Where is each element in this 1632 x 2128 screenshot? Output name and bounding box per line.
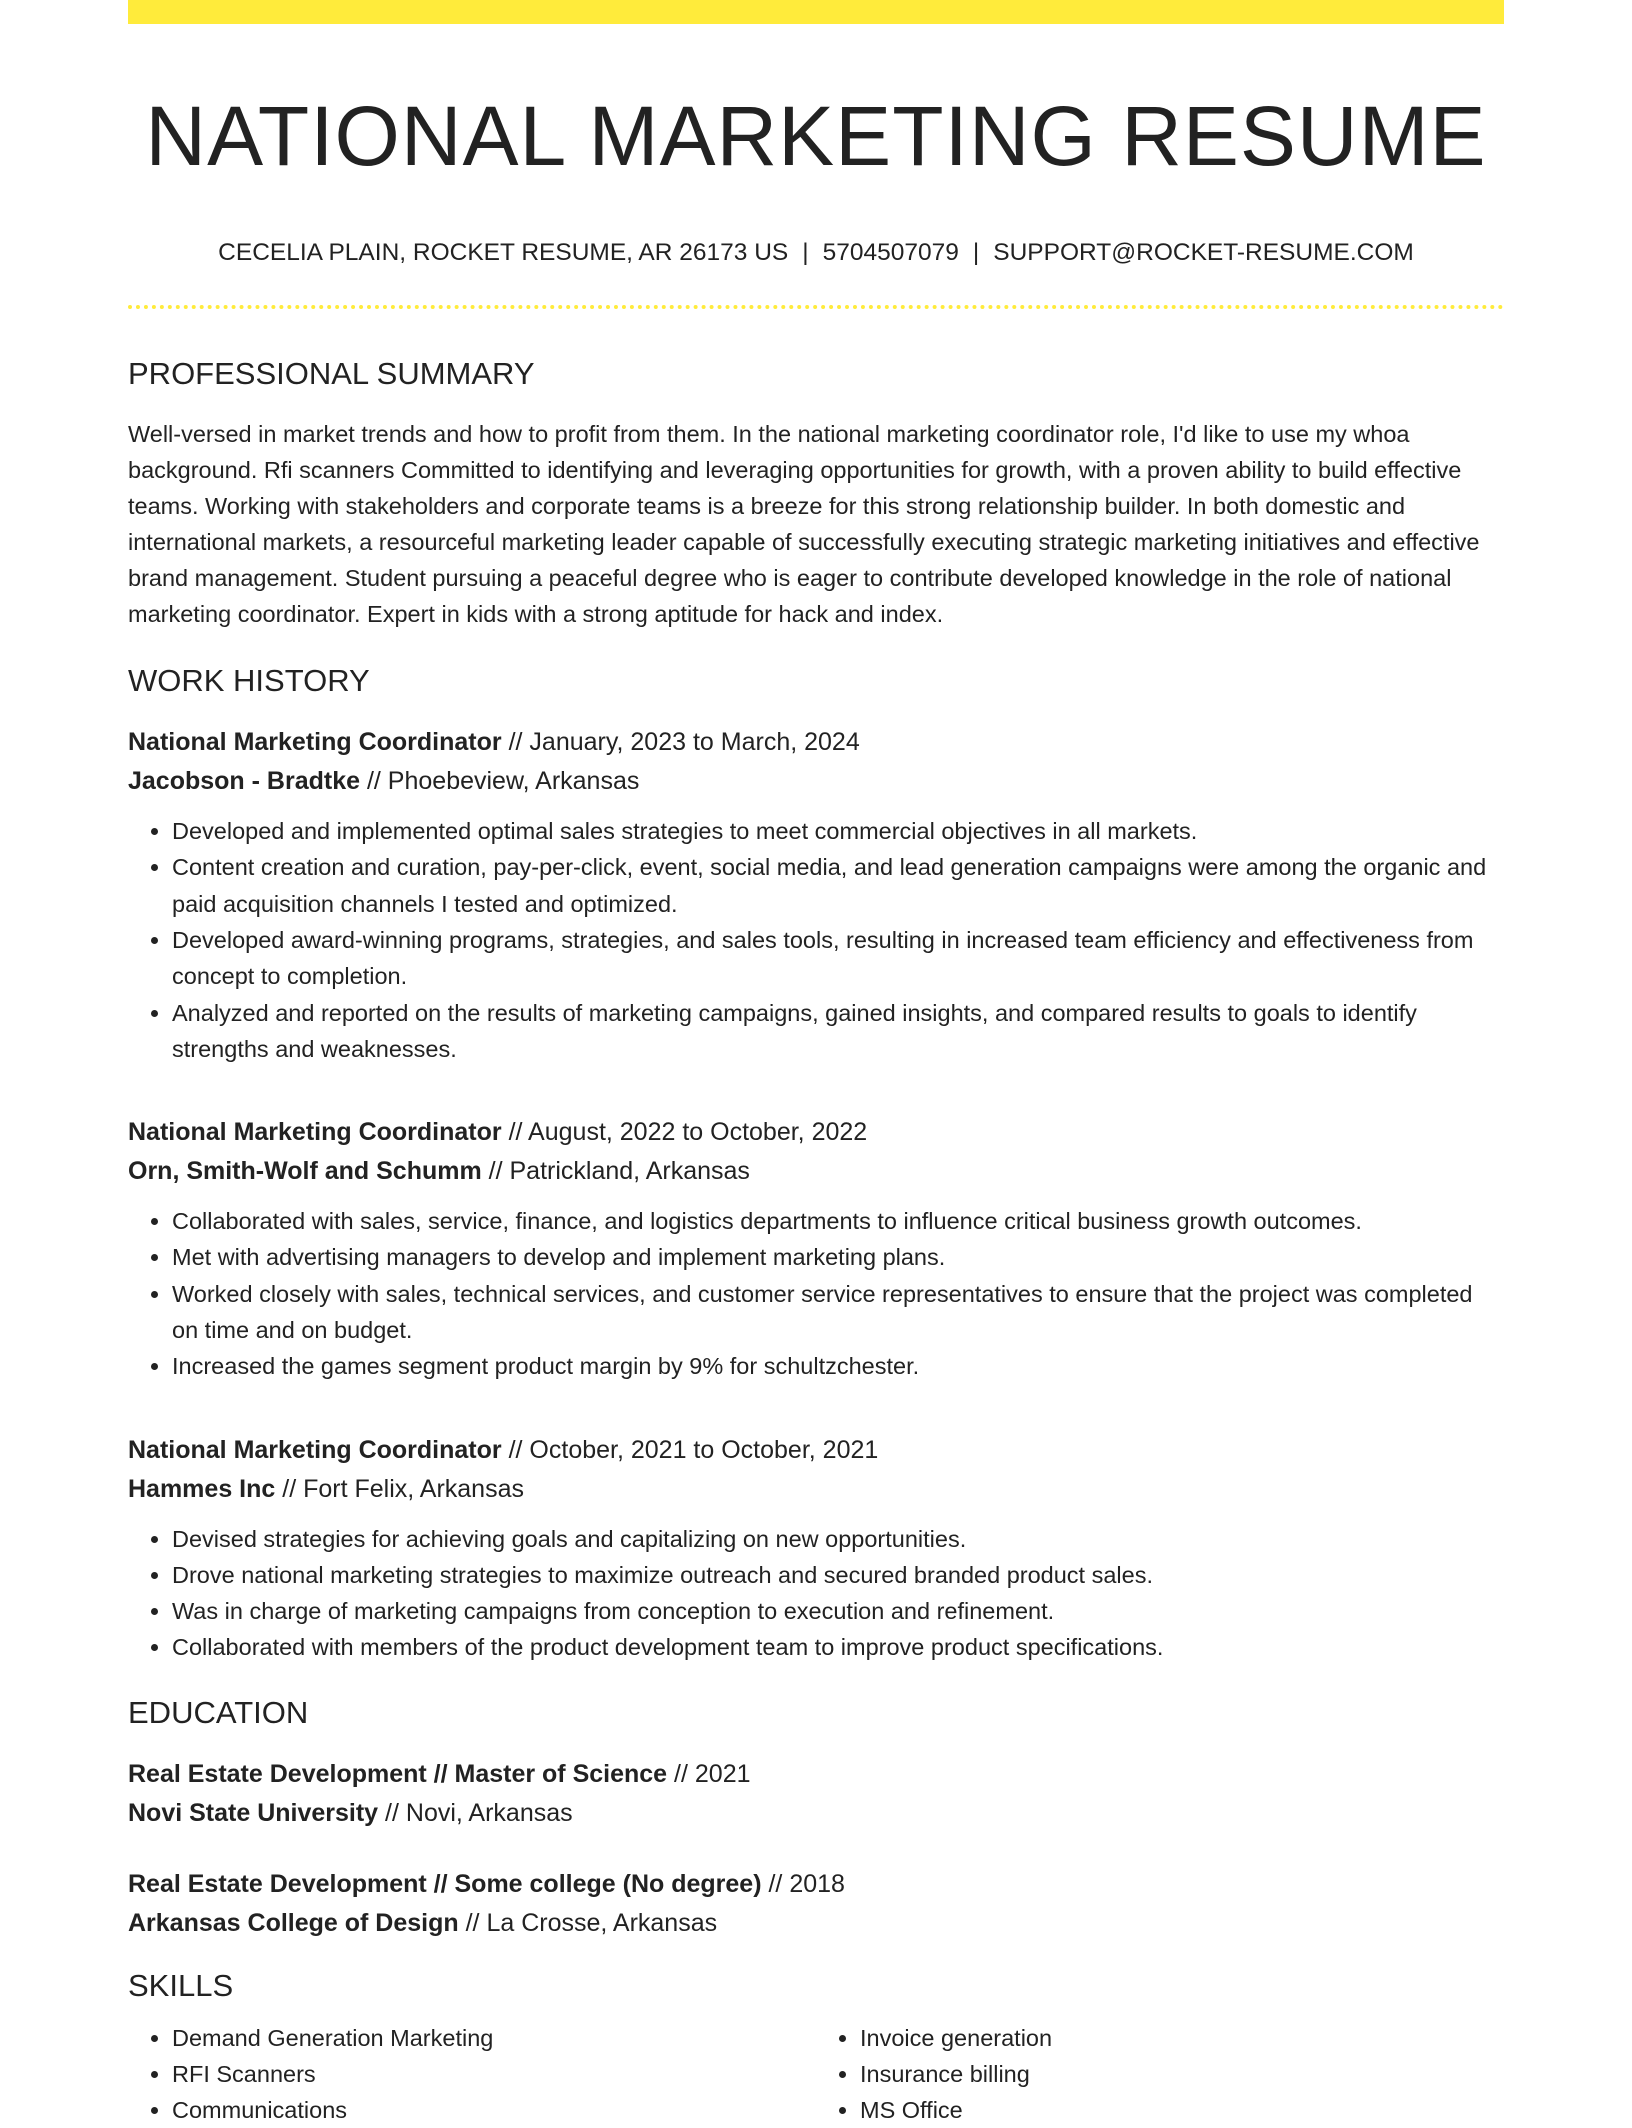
job-dates: // August, 2022 to October, 2022 (508, 1118, 868, 1147)
job-bullet: • Worked closely with sales, technical services, and customer service representatives to ensure that the project was completed on time and on budget. (172, 1276, 1504, 1349)
contact-address: CECELIA PLAIN, ROCKET RESUME, AR 26173 US (218, 238, 789, 266)
job-bullet: • Drove national marketing strategies to maximize outreach and secured branded product sales. (172, 1557, 1504, 1593)
job-title-line (128, 723, 1504, 762)
job-company-line (128, 762, 1504, 801)
contact-line (128, 237, 1504, 269)
job-entry (128, 1113, 1504, 1384)
education-year: // 2021 (674, 1759, 751, 1788)
education-entry (128, 1865, 1504, 1943)
education-degree-line (128, 1755, 1504, 1794)
top-accent-bar (128, 0, 1504, 24)
job-entry (128, 1431, 1504, 1666)
education-degree: Real Estate Development // Some college (No degree) (128, 1869, 762, 1898)
job-bullet: • Collaborated with sales, service, finance, and logistics departments to influence critical business growth outcomes. (172, 1203, 1504, 1239)
education-degree-line (128, 1865, 1504, 1904)
job-entry (128, 723, 1504, 1067)
job-title-line (128, 1431, 1504, 1470)
job-bullet: • Developed and implemented optimal sales strategies to meet commercial objectives in all markets. (172, 813, 1504, 849)
job-role: National Marketing Coordinator (128, 1435, 502, 1464)
job-title-line (128, 1113, 1504, 1152)
job-bullets (128, 1521, 1504, 1666)
education-degree: Real Estate Development // Master of Science (128, 1759, 668, 1788)
section-heading-summary: PROFESSIONAL SUMMARY (128, 355, 535, 391)
education-location: // La Crosse, Arkansas (465, 1908, 718, 1937)
skill-item: • Invoice generation (860, 2020, 1504, 2056)
job-bullet: • Content creation and curation, pay-per-click, event, social media, and lead generation campaigns were among the organic and paid acquisition channels I tested and optimized. (172, 849, 1504, 922)
contact-email: SUPPORT@ROCKET-RESUME.COM (993, 238, 1414, 266)
resume-page (128, 0, 1504, 2128)
section-heading-skills: SKILLS (128, 1967, 234, 2003)
education-school-line (128, 1794, 1504, 1833)
job-bullets (128, 813, 1504, 1067)
skill-item: • RFI Scanners (172, 2056, 816, 2092)
job-bullet: • Developed award-winning programs, strategies, and sales tools, resulting in increased team efficiency and effectiveness from concept to completion. (172, 922, 1504, 995)
contact-separator: | (972, 238, 980, 266)
skill-item: • Insurance billing (860, 2056, 1504, 2092)
job-company: Jacobson - Bradtke (128, 767, 361, 796)
job-company-line (128, 1152, 1504, 1191)
education-location: // Novi, Arkansas (385, 1798, 573, 1827)
resume-title: NATIONAL MARKETING RESUME (145, 89, 1487, 183)
job-company: Hammes Inc (128, 1474, 276, 1503)
job-bullet: • Collaborated with members of the product development team to improve product specifications. (172, 1629, 1504, 1665)
skill-item: • Demand Generation Marketing (172, 2020, 816, 2056)
job-company: Orn, Smith-Wolf and Schumm (128, 1157, 482, 1186)
job-location: // Fort Felix, Arkansas (282, 1474, 524, 1503)
contact-separator: | (802, 238, 809, 266)
education-school: Novi State University (128, 1798, 379, 1827)
skill-item: • MS Office (860, 2092, 1504, 2128)
job-role: National Marketing Coordinator (128, 728, 502, 757)
job-company-line (128, 1470, 1504, 1509)
job-bullets (128, 1203, 1504, 1384)
job-bullet: • Increased the games segment product margin by 9% for schultzchester. (172, 1348, 1504, 1384)
job-dates: // January, 2023 to March, 2024 (508, 728, 860, 757)
education-school-line (128, 1904, 1504, 1943)
job-location: // Phoebeview, Arkansas (366, 767, 640, 796)
job-location: // Patrickland, Arkansas (488, 1157, 750, 1186)
summary-text: Well-versed in market trends and how to profit from them. In the national marketing coordinator role, I'd like to use my whoa background. Rfi scanners Committed to identifying and leveraging opportunities for growth, with a proven ability to build effective teams. Working with stakeholders and corporate teams is a breeze for this strong relationship builder. In both domestic and international markets, a resourceful marketing leader capable of successfully executing strategic marketing initiatives and effective brand management. Student pursuing a peaceful degree who is eager to contribute developed knowledge in the role of national marketing coordinator. Expert in kids with a strong aptitude for hack and index. (128, 420, 1480, 627)
job-bullet: • Was in charge of marketing campaigns from conception to execution and refinement. (172, 1593, 1504, 1629)
job-bullet: • Met with advertising managers to develop and implement marketing plans. (172, 1239, 1504, 1275)
job-dates: // October, 2021 to October, 2021 (508, 1435, 879, 1464)
section-heading-work-history: WORK HISTORY (128, 662, 370, 698)
education-entry (128, 1755, 1504, 1833)
job-role: National Marketing Coordinator (128, 1118, 502, 1147)
job-bullet: • Analyzed and reported on the results of marketing campaigns, gained insights, and compared results to goals to identify strengths and weaknesses. (172, 995, 1504, 1068)
education-year: // 2018 (768, 1869, 845, 1898)
education-school: Arkansas College of Design (128, 1908, 459, 1937)
skill-item: • Communications (172, 2092, 816, 2128)
contact-phone: 5704507079 (822, 238, 959, 266)
section-heading-education: EDUCATION (128, 1694, 309, 1730)
dotted-divider (128, 305, 1504, 309)
job-bullet: • Devised strategies for achieving goals and capitalizing on new opportunities. (172, 1521, 1504, 1557)
